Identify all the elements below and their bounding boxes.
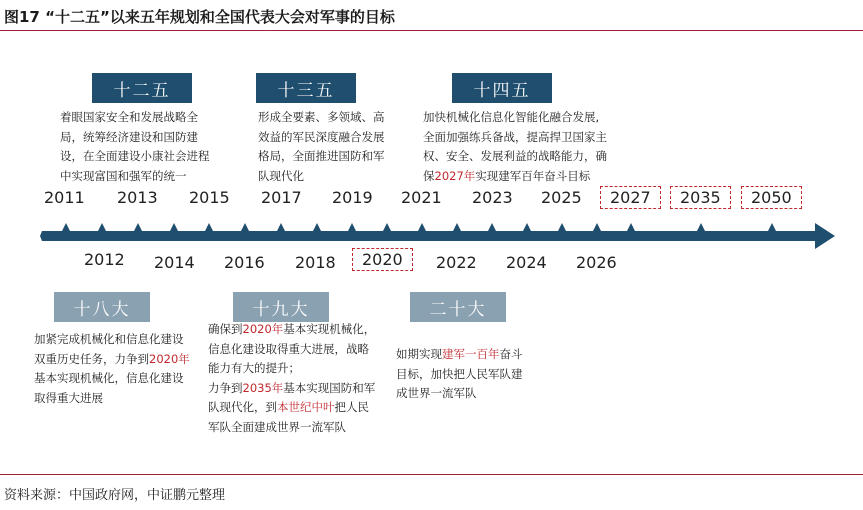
desc-19th-congress: 确保到2020年基本实现机械化， 信息化建设取得重大进展，战略 能力有大的提升； 力争到2035年基本实现国防和军 队现代化，到本世纪中叶把人民 军队全面建成世界一流军队 xyxy=(208,322,376,434)
year-2018: 2018 xyxy=(295,253,336,272)
tick-2022 xyxy=(453,223,461,231)
year-2022: 2022 xyxy=(436,253,477,272)
tick-2016 xyxy=(241,223,249,231)
tick-2018 xyxy=(313,223,321,231)
year-2026: 2026 xyxy=(576,253,617,272)
tick-2035 xyxy=(697,223,705,231)
header-12th-plan: 十二五 xyxy=(92,73,192,103)
tick-2019 xyxy=(348,223,356,231)
year-2012: 2012 xyxy=(84,250,125,269)
tick-2050 xyxy=(768,223,776,231)
desc-12th-plan: 着眼国家安全和发展战略全 局，统筹经济建设和国防建 设，在全面建设小康社会进程 中实现富国和强军的统一 xyxy=(60,110,210,183)
tick-2021 xyxy=(418,223,426,231)
year-2011: 2011 xyxy=(44,188,85,207)
desc-20th-congress: 如期实现建军一百年奋斗 目标，加快把人民军队建 成世界一流军队 xyxy=(396,347,523,400)
source-note: 资料来源：中国政府网，中证鹏元整理 xyxy=(4,488,226,503)
desc-13th-plan: 形成全要素、多领域、高 效益的军民深度融合发展 格局，全面推进国防和军 队现代化 xyxy=(258,110,385,183)
year-2014: 2014 xyxy=(154,253,195,272)
year-2016: 2016 xyxy=(224,253,265,272)
year-2024: 2024 xyxy=(506,253,547,272)
header-20th-congress: 二十大 xyxy=(410,292,506,322)
tick-2017 xyxy=(277,223,285,231)
year-2027-boxed: 2027 xyxy=(600,186,661,209)
header-18th-congress: 十八大 xyxy=(54,292,150,322)
header-19th-congress: 十九大 xyxy=(233,292,329,322)
tick-2014 xyxy=(170,223,178,231)
tick-2023 xyxy=(488,223,496,231)
year-2023: 2023 xyxy=(472,188,513,207)
figure-title: 图17 “十二五”以来五年规划和全国代表大会对军事的目标 xyxy=(4,8,395,26)
year-2013: 2013 xyxy=(117,188,158,207)
header-14th-plan: 十四五 xyxy=(452,73,552,103)
year-2015: 2015 xyxy=(189,188,230,207)
tick-2015 xyxy=(205,223,213,231)
bottom-rule xyxy=(0,474,863,475)
tick-2027 xyxy=(627,223,635,231)
year-2019: 2019 xyxy=(332,188,373,207)
year-2021: 2021 xyxy=(401,188,442,207)
top-rule xyxy=(0,30,863,31)
desc-18th-congress: 加紧完成机械化和信息化建设 双重历史任务，力争到2020年 基本实现机械化，信息化建设 取得重大进展 xyxy=(34,332,190,405)
tick-2026 xyxy=(593,223,601,231)
desc-14th-plan: 加快机械化信息化智能化融合发展, 全面加强练兵备战，提高捍卫国家主 权、安全、发展利益的战略能力，确 保2027年实现建军百年奋斗目标 xyxy=(423,110,607,183)
tick-2025 xyxy=(558,223,566,231)
tick-2012 xyxy=(98,223,106,231)
timeline-arrow xyxy=(0,215,863,255)
tick-2024 xyxy=(523,223,531,231)
year-2025: 2025 xyxy=(541,188,582,207)
year-2050-boxed: 2050 xyxy=(741,186,802,209)
tick-2020 xyxy=(383,223,391,231)
year-2020-boxed: 2020 xyxy=(352,248,413,271)
tick-2011 xyxy=(62,223,70,231)
year-2017: 2017 xyxy=(261,188,302,207)
year-2035-boxed: 2035 xyxy=(670,186,731,209)
tick-2013 xyxy=(134,223,142,231)
header-13th-plan: 十三五 xyxy=(256,73,356,103)
